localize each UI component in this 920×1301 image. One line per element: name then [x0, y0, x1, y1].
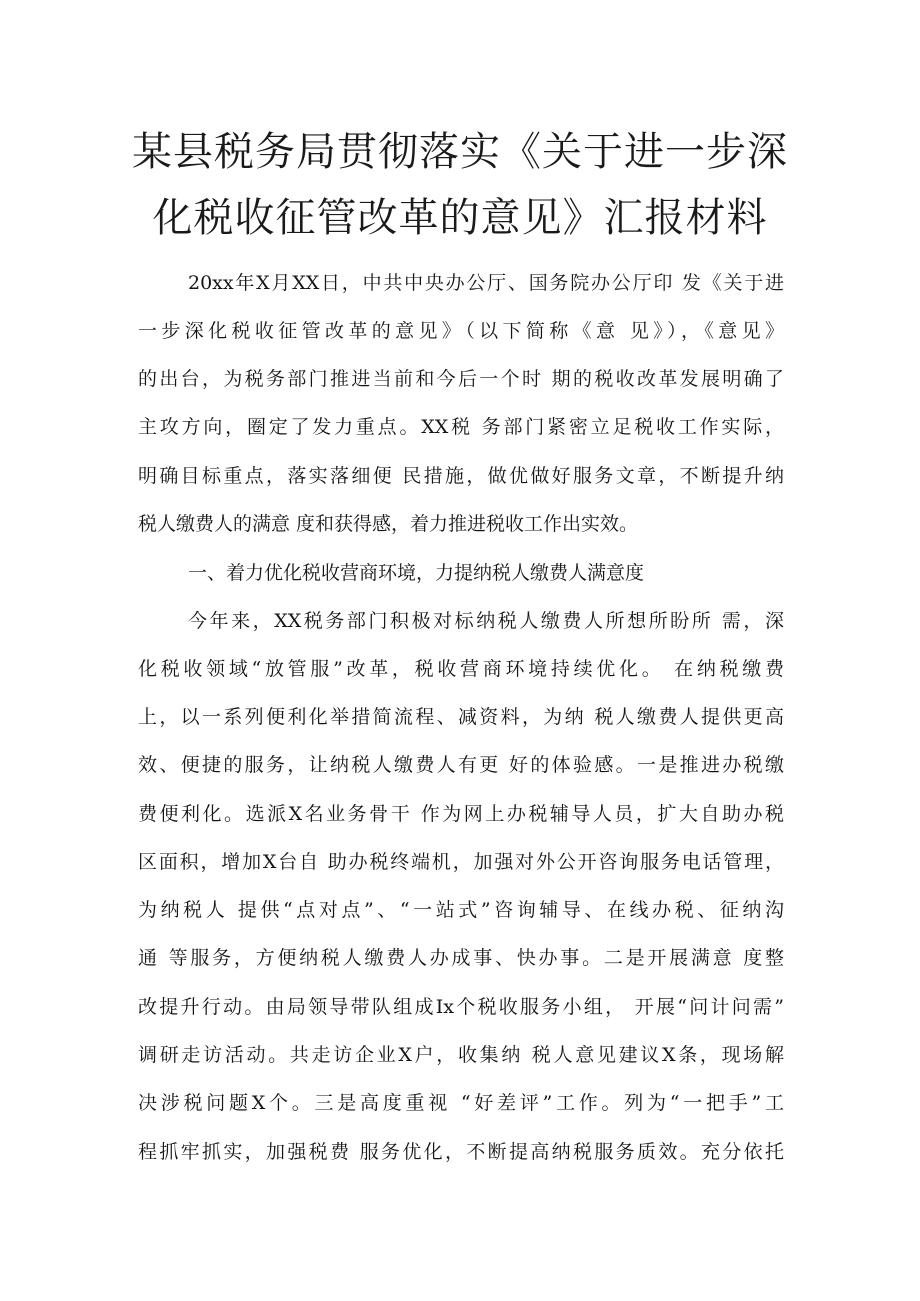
document-title-line-2: 化税收征管改革的意见》汇报材料 — [152, 195, 768, 241]
body-line-8: 今年来，XX税务部门积极对标纳税人缴费人所想所盼所 需，深 — [188, 610, 784, 632]
body-line-11: 效、便捷的服务，让纳税人缴费人有更 好的体验感。一是推进办税缴 — [138, 754, 784, 776]
body-line-14: 为纳税人 提供“点对点”、“一站式”咨询辅导、在线办税、征纳沟 — [138, 899, 784, 921]
body-line-6: 税人缴费人的满意 度和获得感，着力推进税收工作出实效。 — [138, 513, 639, 535]
body-line-4: 主攻方向，圈定了发力重点。XX税 务部门紧密立足税收工作实际， — [138, 416, 784, 438]
body-line-5: 明确目标重点，落实落细便 民措施，做优做好服务文章，不断提升纳 — [138, 465, 784, 487]
body-line-18: 决涉税问题X个。三是高度重视 “好差评”工作。列为“一把手”工 — [138, 1092, 784, 1114]
body-line-1: 20xx年X月XX日，中共中央办公厅、国务院办公厅印 发《关于进 — [188, 272, 784, 294]
body-line-10: 上，以一系列便利化举措简流程、减资料，为纳 税人缴费人提供更高 — [138, 706, 784, 728]
body-line-3: 的出台，为税务部门推进当前和今后一个时 期的税收改革发展明确了 — [138, 368, 784, 390]
body-line-12: 费便利化。选派X名业务骨干 作为网上办税辅导人员，扩大自助办税 — [138, 803, 784, 825]
body-line-2: 一步深化税收征管改革的意见》（以下简称《意 见》），《意见》 — [138, 320, 784, 342]
body-line-19: 程抓牢抓实，加强税费 服务优化，不断提高纳税服务质效。充分依托 — [138, 1141, 784, 1163]
body-line-9: 化税收领域“放管服”改革，税收营商环境持续优化。 在纳税缴费 — [138, 658, 784, 680]
body-line-15: 通 等服务，方便纳税人缴费人办成事、快办事。二是开展满意 度整 — [138, 947, 784, 969]
document-title-line-1: 某县税务局贯彻落实《关于进一步深 — [132, 129, 788, 175]
section-heading-1: 一、着力优化税收营商环境，力提纳税人缴费人满意度 — [188, 562, 645, 584]
body-line-17: 调研走访活动。共走访企业X户，收集纳 税人意见建议X条，现场解 — [138, 1044, 784, 1066]
body-line-16: 改提升行动。由局领导带队组成Ix个税收服务小组， 开展“问计问需” — [138, 996, 784, 1018]
body-line-13: 区面积，增加X台自 助办税终端机，加强对外公开咨询服务电话管理， — [138, 851, 784, 873]
